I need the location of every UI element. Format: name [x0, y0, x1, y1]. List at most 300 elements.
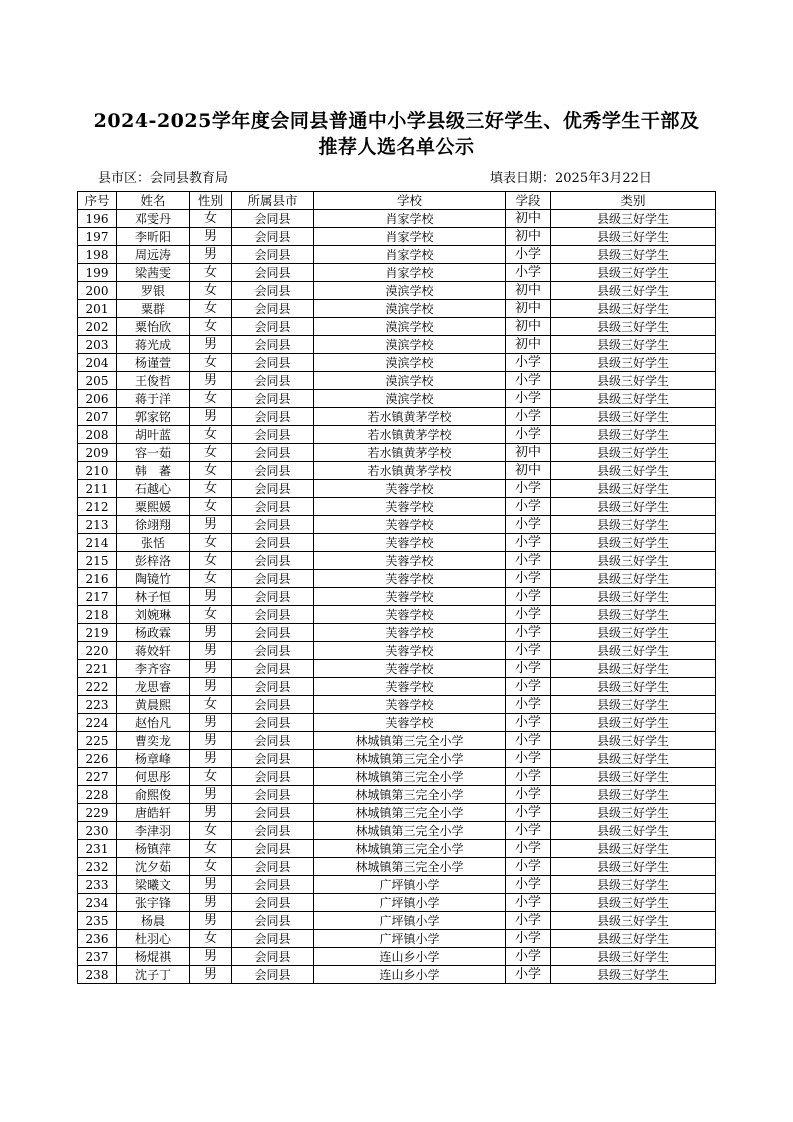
cell-school: 林城镇第三完全小学	[314, 732, 506, 750]
cell-county: 会同县	[232, 822, 314, 840]
cell-index: 207	[78, 408, 117, 426]
cell-county: 会同县	[232, 480, 314, 498]
table-row	[78, 876, 716, 894]
cell-stage: 小学	[506, 858, 551, 876]
cell-school: 连山乡小学	[314, 948, 506, 966]
cell-category: 县级三好学生	[551, 966, 716, 984]
cell-name: 何思彤	[117, 768, 190, 786]
cell-county: 会同县	[232, 624, 314, 642]
cell-stage: 小学	[506, 372, 551, 390]
table-row	[78, 624, 716, 642]
cell-index: 214	[78, 534, 117, 552]
cell-stage: 小学	[506, 570, 551, 588]
table-header-row	[78, 192, 716, 210]
cell-category: 县级三好学生	[551, 786, 716, 804]
cell-gender: 男	[190, 948, 232, 966]
cell-category: 县级三好学生	[551, 912, 716, 930]
table-row	[78, 642, 716, 660]
cell-name: 唐皓轩	[117, 804, 190, 822]
cell-name: 杨章峰	[117, 750, 190, 768]
cell-school: 漠滨学校	[314, 390, 506, 408]
cell-category: 县级三好学生	[551, 606, 716, 624]
cell-category: 县级三好学生	[551, 498, 716, 516]
cell-category: 县级三好学生	[551, 858, 716, 876]
table-row	[78, 822, 716, 840]
cell-index: 204	[78, 354, 117, 372]
cell-school: 芙蓉学校	[314, 516, 506, 534]
cell-name: 粟熙媛	[117, 498, 190, 516]
cell-school: 林城镇第三完全小学	[314, 804, 506, 822]
cell-category: 县级三好学生	[551, 624, 716, 642]
cell-county: 会同县	[232, 606, 314, 624]
cell-county: 会同县	[232, 642, 314, 660]
cell-stage: 小学	[506, 624, 551, 642]
cell-category: 县级三好学生	[551, 390, 716, 408]
cell-county: 会同县	[232, 804, 314, 822]
cell-index: 222	[78, 678, 117, 696]
cell-stage: 小学	[506, 642, 551, 660]
cell-stage: 初中	[506, 444, 551, 462]
cell-gender: 女	[190, 768, 232, 786]
table-row	[78, 228, 716, 246]
cell-gender: 男	[190, 750, 232, 768]
cell-county: 会同县	[232, 372, 314, 390]
cell-name: 黄晨熙	[117, 696, 190, 714]
cell-gender: 女	[190, 858, 232, 876]
cell-stage: 初中	[506, 282, 551, 300]
header-stage: 学段	[506, 192, 551, 210]
district-label: 县市区：会同县教育局	[98, 171, 229, 186]
cell-stage: 小学	[506, 696, 551, 714]
cell-index: 213	[78, 516, 117, 534]
cell-gender: 男	[190, 336, 232, 354]
cell-gender: 女	[190, 210, 232, 228]
cell-stage: 小学	[506, 750, 551, 768]
cell-school: 肖家学校	[314, 246, 506, 264]
cell-category: 县级三好学生	[551, 768, 716, 786]
cell-stage: 初中	[506, 300, 551, 318]
cell-name: 沈子丁	[117, 966, 190, 984]
header-gender: 性别	[190, 192, 232, 210]
cell-county: 会同县	[232, 570, 314, 588]
cell-gender: 男	[190, 912, 232, 930]
cell-county: 会同县	[232, 948, 314, 966]
cell-school: 肖家学校	[314, 228, 506, 246]
table-row	[78, 660, 716, 678]
cell-stage: 小学	[506, 804, 551, 822]
cell-name: 李津羽	[117, 822, 190, 840]
cell-name: 陶镜竹	[117, 570, 190, 588]
cell-school: 漠滨学校	[314, 372, 506, 390]
cell-school: 芙蓉学校	[314, 588, 506, 606]
table-row	[78, 210, 716, 228]
cell-name: 杨焜祺	[117, 948, 190, 966]
cell-stage: 初中	[506, 462, 551, 480]
cell-county: 会同县	[232, 930, 314, 948]
cell-name: 罗银	[117, 282, 190, 300]
cell-county: 会同县	[232, 858, 314, 876]
cell-county: 会同县	[232, 660, 314, 678]
cell-index: 219	[78, 624, 117, 642]
cell-category: 县级三好学生	[551, 426, 716, 444]
cell-gender: 男	[190, 660, 232, 678]
cell-category: 县级三好学生	[551, 660, 716, 678]
cell-index: 198	[78, 246, 117, 264]
cell-stage: 小学	[506, 426, 551, 444]
cell-index: 210	[78, 462, 117, 480]
cell-category: 县级三好学生	[551, 444, 716, 462]
cell-school: 漠滨学校	[314, 282, 506, 300]
cell-county: 会同县	[232, 732, 314, 750]
table-row	[78, 732, 716, 750]
cell-category: 县级三好学生	[551, 246, 716, 264]
cell-gender: 男	[190, 732, 232, 750]
cell-name: 杨谨萱	[117, 354, 190, 372]
page-subtitle: 推荐人选名单公示	[318, 136, 475, 158]
cell-gender: 女	[190, 300, 232, 318]
cell-stage: 小学	[506, 246, 551, 264]
table-row	[78, 246, 716, 264]
cell-category: 县级三好学生	[551, 480, 716, 498]
table-row	[78, 768, 716, 786]
cell-index: 234	[78, 894, 117, 912]
cell-stage: 小学	[506, 912, 551, 930]
table-row	[78, 606, 716, 624]
table-row	[78, 696, 716, 714]
cell-name: 杜羽心	[117, 930, 190, 948]
cell-school: 芙蓉学校	[314, 534, 506, 552]
cell-index: 200	[78, 282, 117, 300]
cell-gender: 女	[190, 264, 232, 282]
cell-category: 县级三好学生	[551, 408, 716, 426]
cell-name: 张宇锋	[117, 894, 190, 912]
cell-name: 俞熙俊	[117, 786, 190, 804]
table-row	[78, 372, 716, 390]
cell-stage: 初中	[506, 228, 551, 246]
cell-county: 会同县	[232, 840, 314, 858]
cell-county: 会同县	[232, 714, 314, 732]
cell-category: 县级三好学生	[551, 318, 716, 336]
cell-county: 会同县	[232, 264, 314, 282]
cell-gender: 女	[190, 282, 232, 300]
table-row	[78, 480, 716, 498]
header-school: 学校	[314, 192, 506, 210]
cell-county: 会同县	[232, 246, 314, 264]
cell-gender: 女	[190, 606, 232, 624]
cell-stage: 初中	[506, 336, 551, 354]
cell-category: 县级三好学生	[551, 930, 716, 948]
table-row	[78, 570, 716, 588]
cell-county: 会同县	[232, 462, 314, 480]
cell-school: 若水镇黄茅学校	[314, 426, 506, 444]
cell-gender: 女	[190, 696, 232, 714]
cell-stage: 小学	[506, 534, 551, 552]
cell-school: 广坪镇小学	[314, 876, 506, 894]
cell-stage: 小学	[506, 516, 551, 534]
cell-index: 218	[78, 606, 117, 624]
cell-gender: 女	[190, 534, 232, 552]
cell-county: 会同县	[232, 444, 314, 462]
cell-index: 203	[78, 336, 117, 354]
cell-index: 227	[78, 768, 117, 786]
cell-index: 215	[78, 552, 117, 570]
table-row	[78, 444, 716, 462]
cell-county: 会同县	[232, 300, 314, 318]
cell-index: 226	[78, 750, 117, 768]
cell-stage: 初中	[506, 318, 551, 336]
cell-school: 芙蓉学校	[314, 660, 506, 678]
cell-county: 会同县	[232, 210, 314, 228]
cell-school: 芙蓉学校	[314, 498, 506, 516]
cell-county: 会同县	[232, 552, 314, 570]
cell-index: 196	[78, 210, 117, 228]
cell-stage: 小学	[506, 408, 551, 426]
cell-school: 芙蓉学校	[314, 570, 506, 588]
cell-school: 林城镇第三完全小学	[314, 768, 506, 786]
cell-category: 县级三好学生	[551, 228, 716, 246]
cell-index: 199	[78, 264, 117, 282]
cell-gender: 男	[190, 804, 232, 822]
cell-category: 县级三好学生	[551, 534, 716, 552]
cell-gender: 男	[190, 228, 232, 246]
cell-school: 肖家学校	[314, 264, 506, 282]
cell-index: 238	[78, 966, 117, 984]
cell-name: 蒋于洋	[117, 390, 190, 408]
cell-stage: 小学	[506, 732, 551, 750]
cell-index: 201	[78, 300, 117, 318]
cell-gender: 女	[190, 822, 232, 840]
cell-category: 县级三好学生	[551, 642, 716, 660]
table-row	[78, 390, 716, 408]
cell-name: 容一茹	[117, 444, 190, 462]
cell-category: 县级三好学生	[551, 570, 716, 588]
cell-stage: 小学	[506, 552, 551, 570]
cell-stage: 小学	[506, 606, 551, 624]
cell-school: 芙蓉学校	[314, 624, 506, 642]
cell-stage: 小学	[506, 876, 551, 894]
cell-stage: 小学	[506, 948, 551, 966]
cell-stage: 小学	[506, 714, 551, 732]
table-body	[78, 210, 716, 984]
cell-category: 县级三好学生	[551, 750, 716, 768]
cell-school: 若水镇黄茅学校	[314, 444, 506, 462]
cell-gender: 男	[190, 642, 232, 660]
cell-index: 206	[78, 390, 117, 408]
cell-category: 县级三好学生	[551, 354, 716, 372]
table-row	[78, 336, 716, 354]
table-row	[78, 408, 716, 426]
cell-school: 芙蓉学校	[314, 678, 506, 696]
cell-school: 林城镇第三完全小学	[314, 858, 506, 876]
cell-county: 会同县	[232, 912, 314, 930]
cell-school: 芙蓉学校	[314, 552, 506, 570]
cell-name: 沈夕茹	[117, 858, 190, 876]
cell-index: 197	[78, 228, 117, 246]
table-row	[78, 750, 716, 768]
cell-gender: 女	[190, 552, 232, 570]
cell-county: 会同县	[232, 426, 314, 444]
table-row	[78, 930, 716, 948]
cell-name: 蒋光成	[117, 336, 190, 354]
cell-stage: 小学	[506, 588, 551, 606]
cell-index: 229	[78, 804, 117, 822]
table-row	[78, 318, 716, 336]
cell-school: 漠滨学校	[314, 354, 506, 372]
cell-index: 225	[78, 732, 117, 750]
cell-stage: 小学	[506, 768, 551, 786]
cell-category: 县级三好学生	[551, 696, 716, 714]
cell-stage: 小学	[506, 930, 551, 948]
header-county: 所属县市	[232, 192, 314, 210]
cell-name: 杨政霖	[117, 624, 190, 642]
cell-county: 会同县	[232, 750, 314, 768]
cell-name: 李齐容	[117, 660, 190, 678]
cell-county: 会同县	[232, 966, 314, 984]
cell-category: 县级三好学生	[551, 894, 716, 912]
cell-school: 林城镇第三完全小学	[314, 786, 506, 804]
cell-name: 林子恒	[117, 588, 190, 606]
cell-category: 县级三好学生	[551, 336, 716, 354]
cell-name: 石越心	[117, 480, 190, 498]
table-row	[78, 498, 716, 516]
cell-county: 会同县	[232, 876, 314, 894]
cell-gender: 男	[190, 714, 232, 732]
cell-name: 张恬	[117, 534, 190, 552]
cell-gender: 男	[190, 786, 232, 804]
table-row	[78, 426, 716, 444]
cell-gender: 男	[190, 624, 232, 642]
cell-index: 230	[78, 822, 117, 840]
table-row	[78, 804, 716, 822]
header-name: 姓名	[117, 192, 190, 210]
cell-name: 李昕阳	[117, 228, 190, 246]
cell-school: 漠滨学校	[314, 318, 506, 336]
cell-category: 县级三好学生	[551, 948, 716, 966]
cell-stage: 小学	[506, 966, 551, 984]
cell-stage: 小学	[506, 354, 551, 372]
cell-name: 赵怡凡	[117, 714, 190, 732]
cell-school: 广坪镇小学	[314, 912, 506, 930]
cell-index: 209	[78, 444, 117, 462]
cell-gender: 女	[190, 390, 232, 408]
cell-gender: 男	[190, 246, 232, 264]
cell-county: 会同县	[232, 282, 314, 300]
cell-index: 224	[78, 714, 117, 732]
cell-county: 会同县	[232, 786, 314, 804]
cell-gender: 女	[190, 840, 232, 858]
cell-stage: 小学	[506, 822, 551, 840]
cell-gender: 男	[190, 588, 232, 606]
cell-county: 会同县	[232, 390, 314, 408]
cell-index: 237	[78, 948, 117, 966]
cell-gender: 女	[190, 318, 232, 336]
cell-category: 县级三好学生	[551, 876, 716, 894]
cell-name: 邓雯丹	[117, 210, 190, 228]
cell-school: 林城镇第三完全小学	[314, 822, 506, 840]
cell-index: 232	[78, 858, 117, 876]
cell-county: 会同县	[232, 354, 314, 372]
cell-category: 县级三好学生	[551, 822, 716, 840]
fill-date-label: 填表日期：2025年3月22日	[490, 171, 652, 186]
header-category: 类别	[551, 192, 716, 210]
cell-category: 县级三好学生	[551, 678, 716, 696]
table-row	[78, 354, 716, 372]
cell-county: 会同县	[232, 408, 314, 426]
cell-index: 233	[78, 876, 117, 894]
cell-stage: 小学	[506, 660, 551, 678]
cell-school: 连山乡小学	[314, 966, 506, 984]
cell-name: 梁曦文	[117, 876, 190, 894]
table-row	[78, 678, 716, 696]
cell-stage: 小学	[506, 264, 551, 282]
cell-school: 芙蓉学校	[314, 480, 506, 498]
cell-gender: 女	[190, 498, 232, 516]
table-row	[78, 948, 716, 966]
table-row	[78, 840, 716, 858]
cell-gender: 女	[190, 426, 232, 444]
cell-stage: 小学	[506, 678, 551, 696]
cell-school: 若水镇黄茅学校	[314, 462, 506, 480]
cell-gender: 男	[190, 408, 232, 426]
cell-index: 228	[78, 786, 117, 804]
cell-name: 韩 蕃	[117, 462, 190, 480]
cell-index: 217	[78, 588, 117, 606]
cell-stage: 小学	[506, 786, 551, 804]
cell-county: 会同县	[232, 498, 314, 516]
cell-category: 县级三好学生	[551, 264, 716, 282]
cell-county: 会同县	[232, 336, 314, 354]
cell-index: 235	[78, 912, 117, 930]
table-row	[78, 858, 716, 876]
table-row	[78, 534, 716, 552]
cell-school: 漠滨学校	[314, 300, 506, 318]
cell-county: 会同县	[232, 516, 314, 534]
cell-school: 肖家学校	[314, 210, 506, 228]
cell-gender: 女	[190, 354, 232, 372]
cell-category: 县级三好学生	[551, 372, 716, 390]
cell-stage: 小学	[506, 894, 551, 912]
cell-school: 芙蓉学校	[314, 696, 506, 714]
cell-school: 芙蓉学校	[314, 642, 506, 660]
cell-category: 县级三好学生	[551, 462, 716, 480]
cell-county: 会同县	[232, 768, 314, 786]
cell-stage: 小学	[506, 840, 551, 858]
cell-index: 208	[78, 426, 117, 444]
cell-county: 会同县	[232, 588, 314, 606]
cell-index: 211	[78, 480, 117, 498]
cell-school: 广坪镇小学	[314, 894, 506, 912]
cell-school: 林城镇第三完全小学	[314, 750, 506, 768]
cell-name: 胡叶蓝	[117, 426, 190, 444]
cell-county: 会同县	[232, 534, 314, 552]
cell-gender: 男	[190, 516, 232, 534]
cell-category: 县级三好学生	[551, 588, 716, 606]
cell-gender: 男	[190, 372, 232, 390]
cell-index: 216	[78, 570, 117, 588]
cell-county: 会同县	[232, 228, 314, 246]
cell-school: 芙蓉学校	[314, 714, 506, 732]
cell-school: 广坪镇小学	[314, 930, 506, 948]
cell-category: 县级三好学生	[551, 300, 716, 318]
cell-gender: 男	[190, 966, 232, 984]
cell-gender: 女	[190, 480, 232, 498]
cell-name: 杨镇萍	[117, 840, 190, 858]
table-row	[78, 894, 716, 912]
cell-county: 会同县	[232, 678, 314, 696]
cell-name: 彭梓洛	[117, 552, 190, 570]
cell-county: 会同县	[232, 318, 314, 336]
cell-gender: 女	[190, 570, 232, 588]
